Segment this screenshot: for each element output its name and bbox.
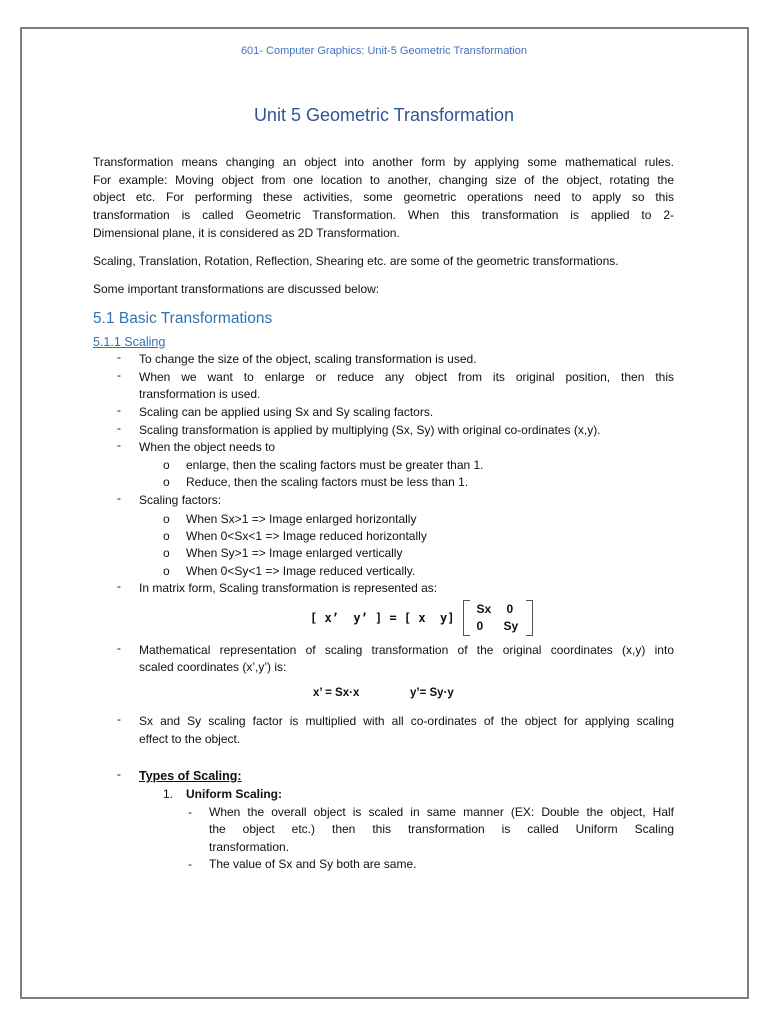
intro-line: For example: Moving object from one location to another, changing size of the object, rotating the (93, 173, 674, 187)
dash-bullet: - (117, 438, 121, 452)
dash-bullet: - (117, 641, 121, 655)
circle-bullet: o (163, 475, 170, 489)
matrix-cell: 0 (506, 602, 514, 616)
subsection-heading: 5.1.1 Scaling (93, 335, 166, 349)
bullet-text: Scaling transformation is applied by multiplying (Sx, Sy) with original co-ordinates (x,y). (139, 423, 601, 437)
bullet-text: In matrix form, Scaling transformation is represented as: (139, 581, 438, 595)
matrix-cell: Sy (503, 619, 519, 633)
bullet-text: When the object needs to (139, 440, 276, 454)
bullet-text: effect to the object. (139, 732, 241, 746)
bullet-text: transformation. (209, 840, 290, 854)
bullet-text: the object etc.) then this transformation is called Uniform Scaling (209, 822, 674, 836)
dash-bullet: - (188, 857, 192, 871)
intro-line: transformation is called Geometric Transformation. When this transformation is applied to 2- (93, 208, 674, 222)
circle-bullet: o (163, 512, 170, 526)
sub-bullet-text: enlarge, then the scaling factors must be greater than 1. (186, 458, 484, 472)
dash-bullet: - (117, 767, 121, 781)
circle-bullet: o (163, 458, 170, 472)
section-heading: 5.1 Basic Transformations (93, 310, 273, 327)
bullet-text: scaled coordinates (x’,y’) is: (139, 660, 287, 674)
bullet-text: When we want to enlarge or reduce any object from its original position, then this (139, 370, 674, 384)
dash-bullet: - (117, 403, 121, 417)
circle-bullet: o (163, 546, 170, 560)
types-of-scaling-heading: Types of Scaling: (139, 769, 242, 783)
bullet-text: Scaling factors: (139, 493, 222, 507)
dash-bullet: - (188, 805, 192, 819)
sub-bullet-text: When 0<Sx<1 => Image reduced horizontally (186, 529, 427, 543)
scaling-matrix (463, 600, 533, 636)
dash-bullet: - (117, 712, 121, 726)
bullet-text: Scaling can be applied using Sx and Sy scaling factors. (139, 405, 434, 419)
page-title: Unit 5 Geometric Transformation (253, 105, 515, 125)
sub-bullet-text: When 0<Sy<1 => Image reduced vertically. (186, 564, 416, 578)
bullet-text: Sx and Sy scaling factor is multiplied with all co-ordinates of the object for applying scaling (139, 714, 674, 728)
paragraph: Some important transformations are discussed below: (93, 282, 380, 296)
matrix-cell: 0 (476, 619, 484, 633)
dash-bullet: - (117, 579, 121, 593)
running-header: 601- Computer Graphics: Unit-5 Geometric Transformation (240, 45, 528, 57)
bullet-text: To change the size of the object, scaling transformation is used. (139, 352, 477, 366)
bullet-text: transformation is used. (139, 387, 261, 401)
matrix-lhs: [ x’ y’ ] = [ x y] (310, 611, 455, 625)
bullet-text: When the overall object is scaled in same manner (EX: Double the object, Half (209, 805, 674, 819)
circle-bullet: o (163, 529, 170, 543)
bullet-text: Mathematical representation of scaling transformation of the original coordinates (x,y) into (139, 643, 674, 657)
scaling-matrix-equation (310, 600, 533, 636)
intro-line: object etc. For performing these activities, some geometric operations need to apply so this (93, 190, 674, 204)
dash-bullet: - (117, 350, 121, 364)
dash-bullet: - (117, 421, 121, 435)
sub-bullet-text: When Sx>1 => Image enlarged horizontally (186, 512, 417, 526)
formula-y: y’= Sy·y (410, 687, 454, 699)
matrix-cell: Sx (476, 602, 492, 616)
sub-bullet-text: Reduce, then the scaling factors must be less than 1. (186, 475, 469, 489)
uniform-scaling-heading: Uniform Scaling: (186, 787, 283, 801)
sub-bullet-text: When Sy>1 => Image enlarged vertically (186, 546, 403, 560)
formula-x: x’ = Sx·x (313, 687, 360, 699)
intro-line: Dimensional plane, it is considered as 2D Transformation. (93, 226, 400, 240)
intro-line: Transformation means changing an object into another form by applying some mathematical rules. (93, 155, 674, 169)
bullet-text: The value of Sx and Sy both are same. (209, 857, 417, 871)
circle-bullet: o (163, 564, 170, 578)
dash-bullet: - (117, 491, 121, 505)
dash-bullet: - (117, 368, 121, 382)
list-number: 1. (163, 787, 174, 801)
paragraph: Scaling, Translation, Rotation, Reflection, Shearing etc. are some of the geometric transformations. (93, 254, 619, 268)
